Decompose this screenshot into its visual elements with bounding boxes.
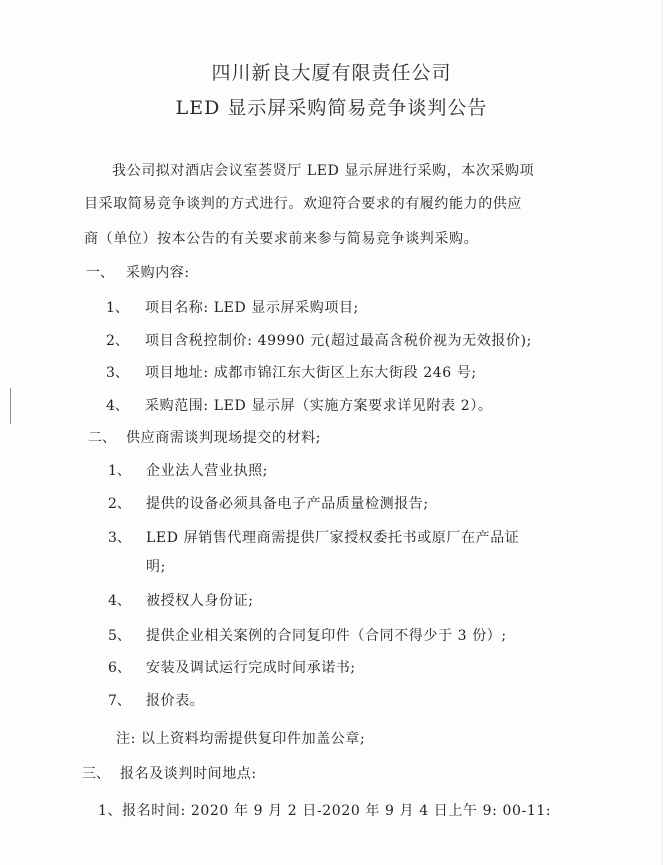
- scan-margin-mark: [10, 388, 11, 424]
- s2-item-2-number: 2、: [108, 496, 131, 512]
- s2-item-7-number: 7、: [108, 693, 131, 709]
- s2-item-3-text: LED 屏销售代理商需提供厂家授权委托书或原厂在产品证: [146, 530, 520, 546]
- s1-item-1-number: 1、: [106, 300, 129, 316]
- s1-item-3-text: 项目地址: 成都市锦江东大街区上东大街段 246 号;: [145, 365, 477, 381]
- intro-line-1: 我公司拟对酒店会议室荟贤厅 LED 显示屏进行采购，本次采购项: [112, 163, 535, 179]
- section-1-heading: 采购内容:: [126, 265, 190, 281]
- s2-item-3-continuation: 明;: [146, 559, 166, 575]
- section-1-number: 一、: [86, 265, 114, 281]
- section-2-heading: 供应商需谈判现场提交的材料;: [126, 430, 322, 446]
- s2-item-6-number: 6、: [108, 660, 131, 676]
- s2-item-3-number: 3、: [108, 530, 131, 546]
- s2-item-2-text: 提供的设备必须具备电子产品质量检测报告;: [146, 496, 429, 512]
- s2-item-4-number: 4、: [108, 593, 131, 609]
- s1-item-1-text: 项目名称: LED 显示屏采购项目;: [145, 300, 359, 316]
- s1-item-3-number: 3、: [106, 365, 129, 381]
- s1-item-4-number: 4、: [106, 398, 129, 414]
- s1-item-4-text: 采购范围: LED 显示屏（实施方案要求详见附表 2）。: [145, 398, 493, 414]
- section-2-note: 注: 以上资料均需提供复印件加盖公章;: [116, 731, 366, 747]
- announcement-title: LED 显示屏采购简易竞争谈判公告: [175, 97, 488, 119]
- company-title: 四川新良大厦有限责任公司: [211, 62, 452, 84]
- s2-item-1-text: 企业法人营业执照;: [146, 463, 269, 479]
- s3-item-1-text: 1、报名时间: 2020 年 9 月 2 日-2020 年 9 月 4 日上午 9: 00-11:: [98, 803, 552, 819]
- section-3-number: 三、: [82, 766, 110, 782]
- s1-item-2-number: 2、: [106, 333, 129, 349]
- intro-line-2: 目采取简易竞争谈判的方式进行。欢迎符合要求的有履约能力的供应: [84, 196, 522, 212]
- section-2-number: 二、: [88, 430, 116, 446]
- intro-line-3: 商（单位）按本公告的有关要求前来参与简易竞争谈判采购。: [84, 231, 479, 247]
- s2-item-5-number: 5、: [108, 628, 131, 644]
- s2-item-7-text: 报价表。: [146, 693, 205, 709]
- s2-item-5-text: 提供企业相关案例的合同复印件（合同不得少于 3 份）;: [146, 628, 507, 644]
- s2-item-4-text: 被授权人身份证;: [146, 593, 254, 609]
- section-3-heading: 报名及谈判时间地点:: [120, 766, 257, 782]
- s1-item-2-text: 项目含税控制价: 49990 元(超过最高含税价视为无效报价);: [145, 333, 532, 349]
- s2-item-6-text: 安装及调试运行完成时间承诺书;: [146, 660, 356, 676]
- s2-item-1-number: 1、: [108, 463, 131, 479]
